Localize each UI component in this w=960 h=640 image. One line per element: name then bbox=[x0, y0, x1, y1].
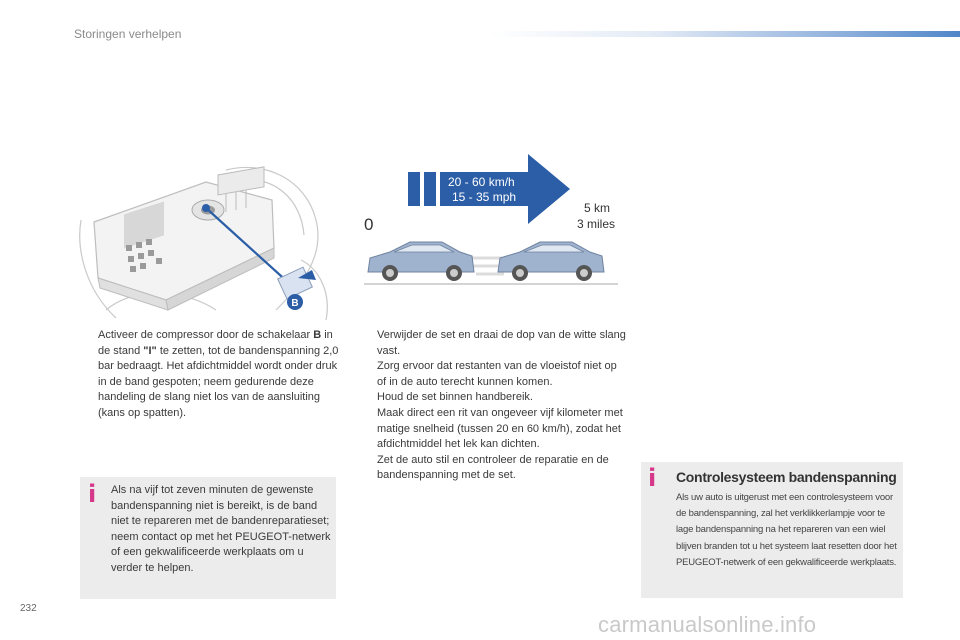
instruction-text: Zet de auto stil en controleer de reparatie en de bandenspanning met de set. bbox=[377, 453, 609, 482]
watermark: carmanualsonline.info bbox=[598, 612, 817, 637]
tyre-pressure-info-box bbox=[641, 462, 903, 598]
info-icon: i bbox=[88, 480, 97, 508]
car-icon bbox=[368, 242, 474, 281]
switch-label: B bbox=[313, 329, 322, 341]
page-header-title: Storingen verhelpen bbox=[74, 27, 182, 41]
info-icon: i bbox=[648, 464, 657, 492]
speed-mph-label: 15 - 35 mph bbox=[452, 190, 517, 204]
speed-kmh-label: 20 - 60 km/h bbox=[448, 175, 515, 189]
compressor-illustration bbox=[76, 160, 338, 323]
distance-km-label: 5 km bbox=[584, 201, 611, 215]
info-box-title: Controlesysteem bandenspanning bbox=[676, 469, 897, 485]
info-note-box bbox=[80, 477, 336, 599]
text-run: in de stand bbox=[98, 329, 333, 357]
switch-position: "I" bbox=[143, 344, 157, 357]
info-box-text: Als uw auto is uitgerust met een controlesysteem voor de bandenspanning, zal het verklikkerlampje voor te lage bandenspanning na het repareren van een wiel blijven branden tot u het systeem laat resetten door het PEUGEOT-netwerk of een gekwalificeerde werkplaats. bbox=[676, 492, 897, 568]
instruction-step bbox=[359, 406, 627, 453]
instruction-text: Verwijder de set en draai de dop van de witte slang vast. bbox=[377, 329, 626, 357]
instruction-text: Zorg ervoor dat restanten van de vloeistof niet op of in de auto terecht kunnen komen. bbox=[377, 360, 617, 388]
instructions-column-2 bbox=[359, 328, 627, 484]
text-run: Activeer de compressor door de schakelaar bbox=[98, 329, 314, 341]
instruction-step bbox=[359, 328, 627, 406]
speed-distance-illustration bbox=[360, 148, 622, 292]
text-run: te zetten, tot de bandenspanning 2,0 bar bedraagt. Het afdichtmiddel wordt onder druk in de band gespoten; neem gedurende deze handeling de slang niet los van de aansluiting (kans op spatten). bbox=[98, 344, 339, 419]
instruction-text bbox=[98, 328, 342, 422]
distance-miles-label: 3 miles bbox=[577, 217, 616, 231]
instruction-text: Maak direct een rit van ongeveer vijf kilometer met matige snelheid (tussen 20 en 60 km/h), zodat het afdichtmiddel het lek kan dichten. bbox=[377, 406, 623, 451]
car-icon bbox=[498, 242, 604, 281]
page-number: 232 bbox=[20, 603, 37, 614]
instruction-step bbox=[80, 328, 342, 422]
instruction-step bbox=[359, 453, 627, 484]
callout-label-b: B bbox=[291, 298, 299, 309]
info-note-text: Als na vijf tot zeven minuten de gewenste bandenspanning niet is bereikt, is de band niet te repareren met de bandenreparatieset; neem contact op met het PEUGEOT-netwerk of een gekwalificeerde werkplaats om u verder te helpen. bbox=[111, 484, 331, 574]
instructions-column-1 bbox=[80, 328, 342, 422]
header-gradient-bar bbox=[488, 31, 960, 37]
instruction-text: Houd de set binnen handbereik. bbox=[377, 391, 533, 404]
start-distance-label: 0 bbox=[364, 215, 374, 234]
